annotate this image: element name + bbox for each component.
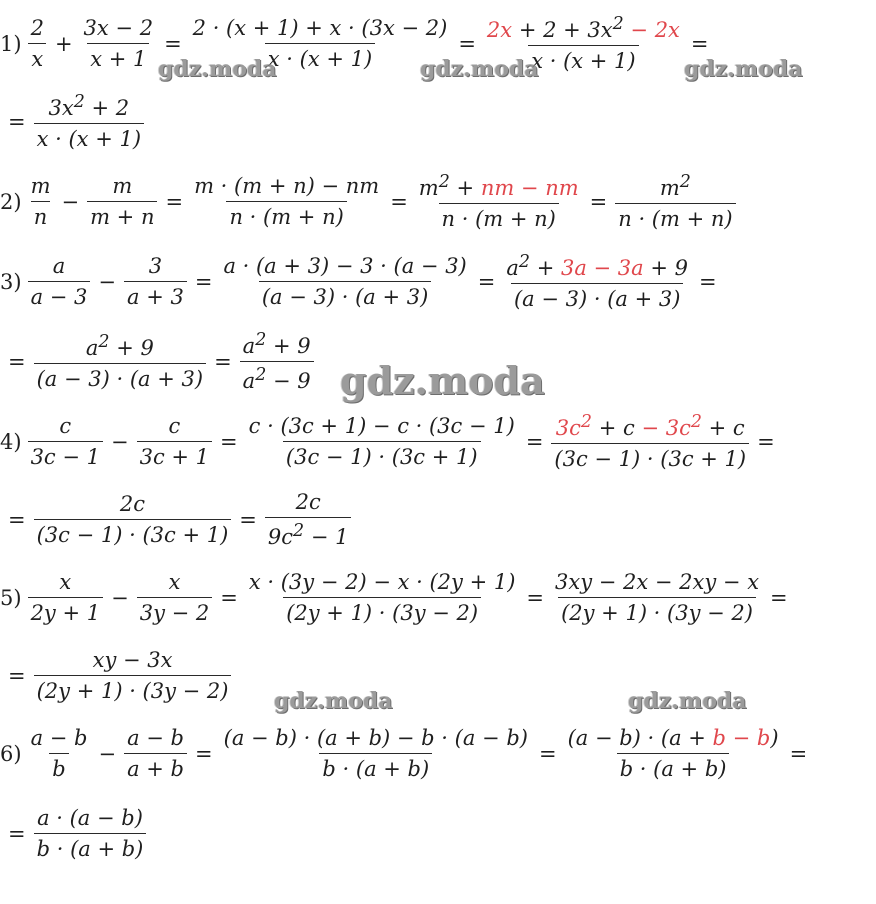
fraction-term [28,176,54,228]
numerator [503,254,691,283]
equals-sign: = [458,31,476,56]
problem-label: 4) [0,429,22,454]
numerator: 2c [119,492,145,516]
denominator: a + 3 [124,281,187,308]
fraction-term [615,174,735,230]
numerator [553,414,748,443]
denominator: (2y + 1) · (3y − 2) [34,675,232,702]
numerator: m [30,174,51,198]
numerator-part: (a − b) · (a + [567,726,713,750]
numerator-part: + [530,256,561,280]
numerator-part: a [506,256,519,280]
equals-sign: = [526,585,545,610]
denominator: n · (m + n) [439,203,559,230]
watermark: gdz.moda [420,56,539,82]
denominator [265,517,352,548]
denominator: (a − 3) · (a + 3) [259,281,431,308]
highlighted-term: b − b [712,726,771,750]
numerator: a · (a − b) [37,806,143,830]
fraction-term [34,334,206,390]
numerator [45,94,132,123]
numerator: x [59,570,72,594]
operator: − [61,189,80,214]
numerator [657,174,694,203]
numerator [240,332,314,361]
numerator-part: m [659,176,680,200]
denominator: (3c − 1) · (3c + 1) [34,519,232,546]
denominator: b · (a + b) [34,833,147,860]
fraction-term [124,728,187,780]
numerator: 3xy − 2x − 2xy − x [555,570,760,594]
numerator-part: + c [701,416,745,440]
watermark: gdz.moda [274,688,393,714]
fraction-term [124,256,187,308]
numerator: x · (3y − 2) − x · (2y + 1) [248,570,516,594]
denominator: x [28,43,46,70]
equals-sign: = [757,429,775,454]
denominator: 3c − 1 [28,441,103,468]
equals-sign: = [195,741,213,766]
denominator: m + n [87,201,157,228]
denominator: b [49,753,68,780]
denominator: (a − 3) · (a + 3) [511,283,683,310]
watermark: gdz.moda [340,358,545,403]
equals-sign: = [770,585,788,610]
equals-sign: = [165,189,184,214]
highlighted-term: 3a − 3a [560,256,644,280]
numerator: c · (3c + 1) − c · (3c − 1) [248,414,515,438]
numerator-part: + 9 [109,336,154,360]
watermark: gdz.moda [158,56,277,82]
numerator: a [52,254,66,278]
fraction-term [565,728,782,780]
denominator: n · (m + n) [615,203,735,230]
numerator: 2 · (x + 1) + x · (3x − 2) [192,16,448,40]
equals-sign: = [690,31,709,56]
problem-4-line-2 [0,480,355,560]
problem-3-line-2 [0,322,318,402]
exponent: 2 [255,365,267,385]
numerator [416,174,582,203]
numerator-part: a [85,336,99,360]
equals-sign: = [477,269,496,294]
numerator: 3 [148,254,163,278]
fraction-term [191,176,382,228]
problem-4-line-1 [0,402,779,482]
equals-sign: = [525,429,544,454]
equals-sign: = [214,349,232,374]
numerator-part: a [242,334,256,358]
numerator-part: m [418,176,439,200]
highlighted-term: − 2x [623,18,680,42]
equals-sign: = [220,429,238,454]
denominator-part: a [242,369,256,393]
numerator-part: + 9 [643,256,689,280]
numerator: a − b [127,726,185,750]
fraction-term [28,18,47,70]
numerator: x [168,570,181,594]
denominator-part: 9c [267,525,293,549]
numerator-part: 3x [48,96,74,120]
fraction-term [34,94,144,150]
exponent: 2 [255,330,267,350]
exponent: 2 [73,92,85,112]
denominator: b · (a + b) [617,753,730,780]
numerator [565,728,782,753]
operator: − [98,741,117,766]
problem-label: 2) [0,189,22,214]
fraction-term [246,572,519,624]
numerator: a · (a + 3) − 3 · (a − 3) [223,254,467,278]
denominator: (a − 3) · (a + 3) [34,363,206,390]
equals-sign: = [589,189,608,214]
fraction-term [137,416,212,468]
denominator: n · (m + n) [226,201,346,228]
highlighted-term: − 3c [641,416,691,440]
numerator-part: + [449,176,481,200]
exponent: 2 [438,172,450,192]
denominator: (2y + 1) · (3y − 2) [283,597,481,624]
numerator: m · (m + n) − nm [194,174,380,198]
problem-5-line-1 [0,558,792,638]
numerator-part: ) [770,726,779,750]
operator: − [111,429,129,454]
problem-1-line-1 [0,4,713,84]
denominator: x + 1 [87,43,149,70]
problem-6-line-2 [0,794,150,874]
fraction-term [551,414,749,470]
fraction-term [246,416,518,468]
fraction-term [34,650,232,702]
denominator: 2y + 1 [28,597,104,624]
denominator: x · (x + 1) [265,43,375,70]
fraction-term [416,174,582,230]
problem-3-line-1 [0,242,721,322]
numerator: m [112,174,133,198]
fraction-term [240,332,314,392]
problem-1-line-2 [0,82,148,162]
fraction-term [503,254,691,310]
highlighted-term: nm − nm [480,176,579,200]
exponent: 2 [679,172,691,192]
exponent: 2 [293,521,305,541]
exponent: 2 [690,412,702,432]
fraction-term [81,18,157,70]
denominator: (3c − 1) · (3c + 1) [551,443,749,470]
problem-label: 1) [0,31,22,56]
numerator: a − b [30,726,88,750]
equals-sign: = [538,741,557,766]
numerator: 2c [295,490,321,514]
equals-sign: = [220,585,238,610]
denominator-part: − 9 [266,369,311,393]
denominator: n [31,201,51,228]
operator: + [54,31,73,56]
problem-label: 6) [0,741,22,766]
fraction-term [552,572,762,624]
fraction-term [87,176,157,228]
numerator-part: + 2 + 3x [512,18,613,42]
numerator: c [168,414,181,438]
denominator: b · (a + b) [319,753,432,780]
numerator-part: + 9 [266,334,311,358]
equals-sign: = [8,507,26,532]
numerator: 3x − 2 [83,16,154,40]
watermark: gdz.moda [628,688,747,714]
denominator [240,361,314,392]
numerator: c [59,414,72,438]
denominator: a − 3 [28,281,91,308]
problem-2-line-1 [0,162,740,242]
fraction-term [28,572,104,624]
numerator [83,334,157,363]
equals-sign: = [194,269,213,294]
exponent: 2 [518,252,531,272]
highlighted-term: 2x [486,18,513,42]
fraction-term [34,494,232,546]
numerator: (a − b) · (a + b) − b · (a − b) [223,726,528,750]
denominator: a + b [124,753,187,780]
fraction-term [28,256,91,308]
exponent: 2 [612,14,624,34]
denominator: (3c − 1) · (3c + 1) [283,441,481,468]
fraction-term [34,808,147,860]
equals-sign: = [164,31,182,56]
numerator-part: + c [592,416,642,440]
fraction-term [28,728,91,780]
operator: − [98,269,116,294]
numerator: xy − 3x [92,648,173,672]
highlighted-term: 3c [555,416,581,440]
equals-sign: = [390,189,408,214]
numerator: 2 [30,16,44,40]
fraction-term [265,492,352,548]
denominator-part: − 1 [304,525,349,549]
exponent: 2 [98,332,110,352]
fraction-term [137,572,213,624]
equals-sign: = [239,507,257,532]
numerator-part: + 2 [84,96,130,120]
equals-sign: = [699,269,717,294]
exponent: 2 [580,412,593,432]
numerator [484,16,683,45]
equals-sign: = [8,109,26,134]
operator: − [111,585,129,610]
problem-5-line-2 [0,636,235,716]
problem-label: 3) [0,269,22,294]
fraction-term [221,728,531,780]
denominator: x · (x + 1) [528,45,638,72]
denominator: x · (x + 1) [34,123,144,150]
equals-sign: = [789,741,808,766]
equals-sign: = [8,663,26,688]
denominator: 3c + 1 [137,441,212,468]
problem-label: 5) [0,585,22,610]
fraction-term [28,416,103,468]
denominator: 3y − 2 [137,597,213,624]
fraction-term [220,256,469,308]
equals-sign: = [8,349,26,374]
problem-6-line-1 [0,714,811,794]
equals-sign: = [8,821,26,846]
denominator: (2y + 1) · (3y − 2) [558,597,756,624]
watermark: gdz.moda [684,56,803,82]
